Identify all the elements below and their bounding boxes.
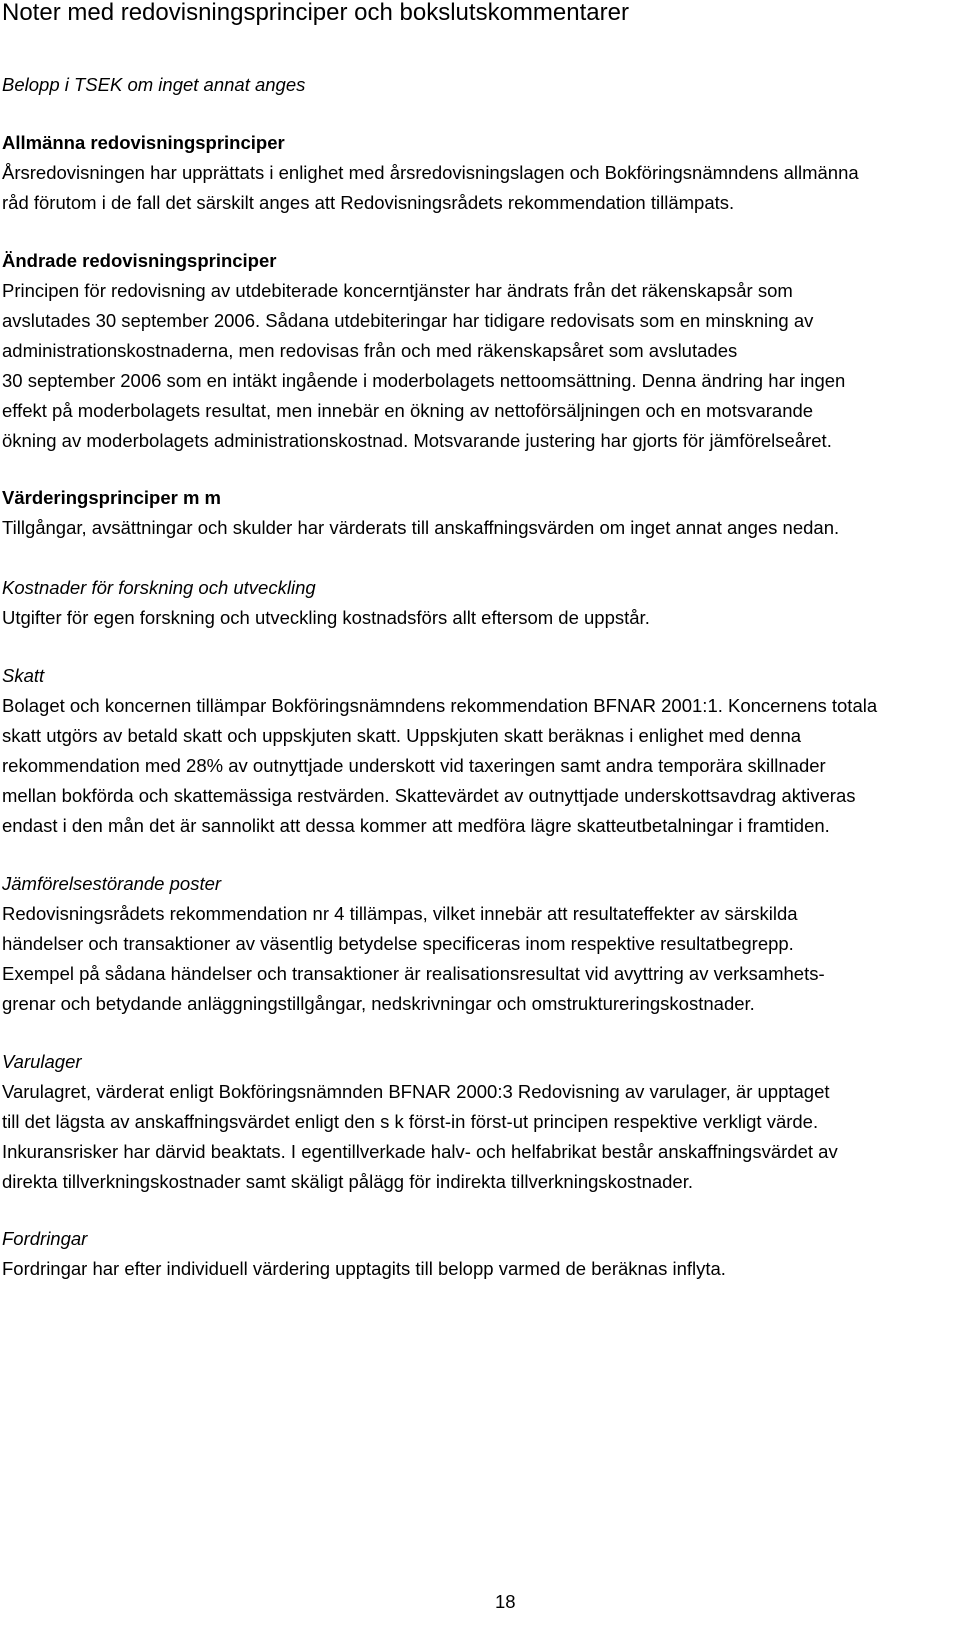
paragraph-line: grenar och betydande anläggningstillgångar, nedskrivningar och omstruktureringskostnader. (2, 993, 755, 1014)
paragraph-line: till det lägsta av anskaffningsvärdet enligt den s k först-in först-ut principen respektive verkligt värde. (2, 1111, 819, 1132)
paragraph-line: Utgifter för egen forskning och utveckling kostnadsförs allt eftersom de uppstår. (2, 607, 650, 628)
section-heading: Skatt (2, 665, 45, 686)
section-general-principles (2, 128, 947, 218)
paragraph-line: direkta tillverkningskostnader samt skäligt pålägg för indirekta tillverkningskostnader. (2, 1171, 694, 1192)
paragraph-line: effekt på moderbolagets resultat, men innebär en ökning av nettoförsäljningen och en motsvarande (2, 400, 814, 421)
section-inventory (2, 1047, 947, 1197)
paragraph-line: mellan bokförda och skattemässiga restvärden. Skattevärdet av outnyttjade underskottsavdrag aktiveras (2, 785, 856, 806)
paragraph-line: Tillgångar, avsättningar och skulder har värderats till anskaffningsvärden om inget annat anges nedan. (2, 517, 840, 538)
paragraph-line: Fordringar har efter individuell värdering upptagits till belopp varmed de beräknas inflyta. (2, 1258, 726, 1279)
section-tax (2, 661, 947, 841)
section-heading: Kostnader för forskning och utveckling (2, 577, 316, 598)
paragraph-line: Bolaget och koncernen tillämpar Bokföringsnämndens rekommendation BFNAR 2001:1. Koncernens totala (2, 695, 878, 716)
section-heading: Fordringar (2, 1228, 88, 1249)
paragraph-line: avslutades 30 september 2006. Sådana utdebiteringar har tidigare redovisats som en minskning av (2, 310, 814, 331)
paragraph-line: råd förutom i de fall det särskilt anges att Redovisningsrådets rekommendation tillämpats. (2, 192, 735, 213)
section-heading: Allmänna redovisningsprinciper (2, 132, 285, 153)
paragraph-line: Exempel på sådana händelser och transaktioner är realisationsresultat vid avyttring av verksamhets- (2, 963, 825, 984)
page-title: Noter med redovisningsprinciper och bokslutskommentarer (2, 0, 629, 26)
section-items-affecting-comparability (2, 869, 947, 1019)
paragraph-line: händelser och transaktioner av väsentlig betydelse specificeras inom respektive resultatbegrepp. (2, 933, 794, 954)
section-heading: Varulager (2, 1051, 82, 1072)
section-research-costs (2, 573, 947, 633)
paragraph-line: Årsredovisningen har upprättats i enlighet med årsredovisningslagen och Bokföringsnämndens allmänna (2, 162, 859, 183)
paragraph-line: Principen för redovisning av utdebiterade koncerntjänster har ändrats från det räkenskapsår som (2, 280, 793, 301)
section-heading: Ändrade redovisningsprinciper (2, 250, 277, 271)
paragraph-line: administrationskostnaderna, men redovisas från och med räkenskapsåret som avslutades (2, 340, 738, 361)
section-receivables (2, 1224, 947, 1284)
paragraph-line: rekommendation med 28% av outnyttjade underskott vid taxeringen samt andra temporära skillnader (2, 755, 826, 776)
paragraph-line: Inkuransrisker har därvid beaktats. I egentillverkade halv- och helfabrikat består anskaffningsvärdet av (2, 1141, 838, 1162)
section-changed-principles (2, 246, 947, 456)
paragraph-line: 30 september 2006 som en intäkt ingående i moderbolagets nettoomsättning. Denna ändring har ingen (2, 370, 846, 391)
page-number: 18 (495, 1591, 516, 1612)
currency-note: Belopp i TSEK om inget annat anges (2, 74, 306, 95)
paragraph-line: endast i den mån det är sannolikt att dessa kommer att medföra lägre skatteutbetalningar i framtiden. (2, 815, 830, 836)
section-valuation-principles (2, 483, 947, 543)
paragraph-line: skatt utgörs av betald skatt och uppskjuten skatt. Uppskjuten skatt beräknas i enlighet med denna (2, 725, 802, 746)
paragraph-line: ökning av moderbolagets administrationskostnad. Motsvarande justering har gjorts för jämförelseåret. (2, 430, 832, 451)
section-heading: Värderingsprinciper m m (2, 487, 221, 508)
paragraph-line: Redovisningsrådets rekommendation nr 4 tillämpas, vilket innebär att resultateffekter av särskilda (2, 903, 798, 924)
section-heading: Jämförelsestörande poster (2, 873, 222, 894)
paragraph-line: Varulagret, värderat enligt Bokföringsnämnden BFNAR 2000:3 Redovisning av varulager, är upptaget (2, 1081, 830, 1102)
